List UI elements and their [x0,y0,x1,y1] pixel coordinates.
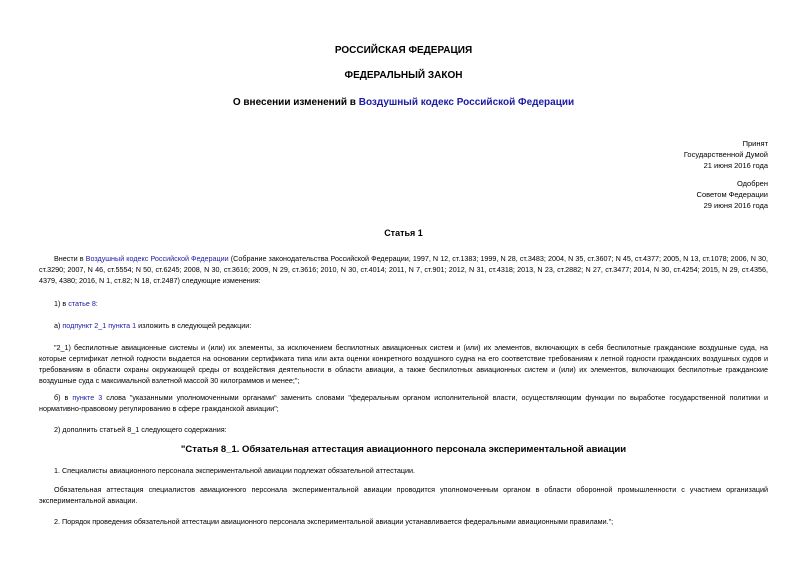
item-2: 2) дополнить статьей 8_1 следующего содержания: [54,425,227,434]
item-b-prefix: б) в [54,393,73,402]
adoption-accepted [684,138,768,171]
accepted-line-1: Принят [742,139,768,148]
paragraph-3-link[interactable]: пункте 3 [72,393,103,402]
law-title-prefix: О внесении изменений в [232,97,359,108]
intro-text: (Собрание законодательства Российской Федерации, 1997, N 12, ст.1383; 1999, N 28, ст.3483; 2004, N 35, ст.3607; N 45, ст.4377; 2005, N 13, ст.1078; 2006, N 30, ст.3290; 2007, N 46, ст.5554; N 50, ст.6245; 2008, N 30, ст.3616; 2009, N 29, ст.3616; 2010, N 30, ст.4014; 2011, N 7, ст.901; 2012, N 31, ст.4318; 2013, N 23, ст.2882; N 27, ст.3477; 2014, N 30, ст.4254; 2015, N 29, ст.4356, 4379, 4380; 2016, N 1, ст.82; N 18, ст.2487) следующие изменения: [39,254,768,285]
item-b [39,392,768,414]
item-a [39,320,768,331]
intro-code-link[interactable]: Воздушный кодекс Российской Федерации [85,254,229,263]
adoption-approved [697,178,768,211]
item-b-suffix: слова "указанными уполномоченными органами" заменить словами "федеральным органом исполнительной власти, осуществляющим функции по выработке государственной политики и нормативно-правовому регулированию в сфере гражданской авиации"; [39,393,769,413]
accepted-line-2: Государственной Думой [683,150,768,159]
item-1-suffix: : [95,299,98,308]
item-1-prefix: 1) в [54,299,69,308]
article-8-1-p1: 1. Специалисты авиационного персонала экспериментальной авиации подлежат обязательной аттестации. [54,466,416,475]
article-8-1-p2: 2. Порядок проведения обязательной аттестации авиационного персонала экспериментальной авиации устанавливается федеральными авиационными правилами."; [54,517,614,526]
air-code-link[interactable]: Воздушный кодекс Российской Федерации [358,97,575,108]
article-1-intro [39,253,768,286]
item-1 [39,298,768,309]
item-a-prefix: а) [54,321,63,330]
item-a-suffix: изложить в следующей редакции: [136,321,252,330]
intro-prefix: Внести в [54,254,86,263]
subparagraph-link[interactable]: подпункт 2_1 пункта 1 [62,321,137,330]
accepted-date: 21 июня 2016 года [703,161,768,170]
quoted-text: "2_1) беспилотные авиационные системы и (или) их элементы, за исключением беспилотных авиационных систем и (или) их элементов, включающих в себя беспилотные гражданские воздушные суда, на которые сертификат летной годности выдается на основании сертификата типа или акта оценки конкретного воздушного судна на его соответствие требованиям к летной годности гражданских воздушных судов и требованиям в области охраны окружающей среды от воздействия деятельности в области авиации, а также беспилотных авиационных систем и (или) их элементов, включающих беспилотные гражданские воздушные суда с максимальной взлетной массой 30 килограммов и менее;"; [39,343,768,385]
article-8-link[interactable]: статье 8 [68,299,96,308]
article-8-1-p1b: Обязательная аттестация специалистов авиационного персонала экспериментальной авиации проводится уполномоченным органом в области оборонной промышленности с участием организаций экспериментальной авиации. [39,485,768,505]
article-8-1-heading: "Статья 8_1. Обязательная аттестация авиационного персонала экспериментальной авиации [180,444,627,455]
article-1-heading: Статья 1 [384,228,423,238]
country-heading: РОССИЙСКАЯ ФЕДЕРАЦИЯ [334,45,473,56]
approved-line-2: Советом Федерации [696,190,768,199]
law-type-heading: ФЕДЕРАЛЬНЫЙ ЗАКОН [344,70,463,81]
law-title [0,97,807,108]
approved-line-1: Одобрен [737,179,768,188]
approved-date: 29 июня 2016 года [703,201,768,210]
